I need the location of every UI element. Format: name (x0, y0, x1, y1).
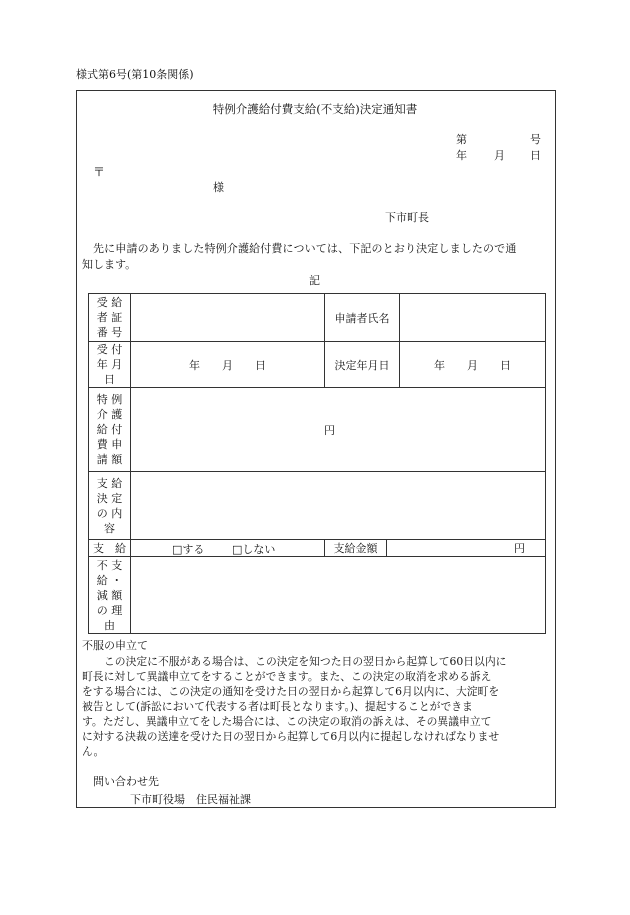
row-certificate-number (89, 294, 546, 342)
label-application-amount: 特 例 介 護 給 付 費 申 請 額 (89, 388, 131, 472)
appeal-line: この決定に不服がある場合は、この決定を知つた日の翌日から起算して60日以内に (104, 655, 507, 668)
label-reception-date: 受 付 年 月 日 (89, 342, 131, 388)
payment-amount-field[interactable] (387, 540, 546, 557)
appeal-text (82, 654, 506, 759)
doc-number-suffix: 号 (530, 133, 541, 146)
appeal-line: 町長に対して異議申立てをすることができます。また、この決定の取消を求める訴え (82, 670, 492, 683)
issuer-name: 下市町長 (385, 211, 429, 224)
row-reason (89, 557, 546, 634)
certificate-number-field[interactable] (131, 294, 325, 342)
payment-options (131, 540, 325, 557)
label-decision-date: 決定年月日 (325, 342, 400, 388)
body-text-line-1: 先に申請のありました特例介護給付費については、下記のとおり決定しましたので通 (93, 242, 517, 255)
appeal-line: をする場合には、この決定の通知を受けた日の翌日から起算して6月以内に、大淀町を (82, 685, 500, 698)
body-text-line-2: 知します。 (82, 258, 137, 271)
row-decision-content (89, 472, 546, 540)
label-payment-amount: 支給金額 (325, 540, 387, 557)
option-pay-checkbox[interactable]: □する (172, 543, 205, 556)
row-payment (89, 540, 546, 557)
reception-date-field[interactable]: 年 月 日 (131, 342, 325, 388)
contact-office: 下市町役場 住民福祉課 (130, 793, 251, 806)
option-no-pay-checkbox[interactable]: □しない (232, 543, 276, 556)
application-amount-unit: 円 (324, 424, 335, 437)
decision-content-field[interactable] (131, 472, 546, 540)
document-title: 特例介護給付費支給(不支給)決定通知書 (212, 102, 418, 116)
decision-table (88, 293, 546, 634)
doc-date-year: 年 (456, 149, 467, 162)
postal-mark: 〒 (93, 165, 106, 179)
appeal-heading: 不服の申立て (82, 639, 148, 652)
applicant-name-field[interactable] (400, 294, 546, 342)
row-reception-date (89, 342, 546, 388)
recipient-suffix: 様 (213, 181, 224, 194)
doc-number-prefix: 第 (456, 133, 467, 146)
row-application-amount (89, 388, 546, 472)
label-reason: 不 支 給 ・ 減 額 の 理 由 (89, 557, 131, 634)
doc-date-month: 月 (494, 149, 505, 162)
appeal-line: 被告として(訴訟において代表する者は町長となります。)、提起することができま (82, 700, 473, 713)
doc-date-day: 日 (530, 149, 541, 162)
appeal-line: す。ただし、異議申立てをした場合には、この決定の取消の訴えは、その異議申立て (82, 715, 492, 728)
form-number: 様式第6号(第10条関係) (76, 68, 194, 81)
reason-field[interactable] (131, 557, 546, 634)
label-payment: 支 給 (89, 540, 131, 557)
label-decision-content: 支 給 決 定 の 内 容 (89, 472, 131, 540)
application-amount-field[interactable] (131, 388, 546, 472)
appeal-line: に対する決裁の送達を受けた日の翌日から起算して6月以内に提起しなければなりませ (82, 730, 500, 743)
ki-heading: 記 (309, 274, 320, 287)
payment-amount-unit: 円 (514, 542, 525, 555)
label-applicant-name: 申請者氏名 (325, 294, 400, 342)
label-certificate-number: 受 給 者 証 番 号 (89, 294, 131, 342)
contact-heading: 問い合わせ先 (93, 775, 159, 788)
appeal-line: ん。 (82, 745, 105, 758)
decision-date-field[interactable]: 年 月 日 (400, 342, 546, 388)
